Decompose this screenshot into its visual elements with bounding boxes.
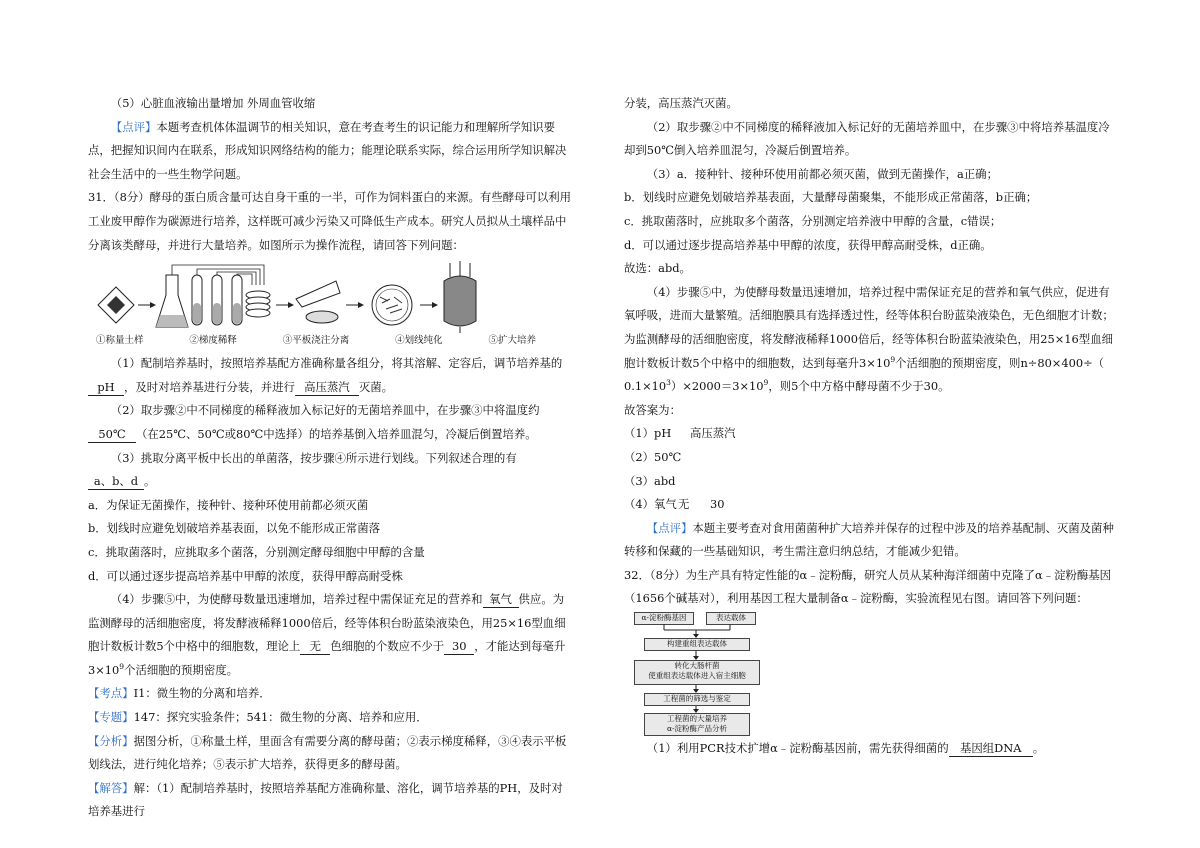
soil-sample-icon [98, 287, 134, 323]
flow-construct-box: 构建重组表达载体 [644, 638, 750, 651]
comment-tag: 【点评】 [110, 119, 157, 134]
question-32-intro: 32．（8分）为生产具有特定性能的α﹣淀粉酶，研究人员从某种海洋细菌中克隆了α﹣淀粉酶基因（1656个碱基对），利用基因工程大量制备α﹣淀粉酶，实验流程见右图。请回答下列问题： [624, 567, 1112, 606]
left-column [88, 92, 572, 824]
q31-4-blank-1: 氧气 [483, 592, 519, 608]
q31-3-blank: a、b、d [88, 474, 144, 490]
option-c: c．挑取菌落时，应挑取多个菌落，分别测定酵母细胞中甲醇的含量 [88, 544, 425, 559]
option-d: d．可以通过逐步提高培养基中甲醇的浓度，获得甲醇高耐受株 [88, 568, 403, 583]
knowledge-tag: 【考点】 [88, 686, 134, 701]
flow-transform-box: 转化大肠杆菌 使重组表达载体进入宿主细胞 [634, 660, 760, 685]
solution-cont-8: （4）步骤⑤中，为使酵母数量迅速增加，培养过程中需保证充足的营养和氧气供应，促进有氧呼吸，进而大量繁殖。活细胞膜具有选择透过性，经等体积台盼蓝染液染色，无色细胞才计数；为监测酵母的活细胞密度，将发酵液稀释1000倍后，经等体积台盼蓝染液染色，用25×16型血细胞计数板计数5个中格中的细胞数，达到每毫升$3\times 10^9$个活细胞的预期密度，则n÷80×400÷（ $0.1\times 10^3)\times 2000=3\times 10^9$，则5个中方格中酵母菌不少于30。 [624, 284, 1114, 394]
answer-line-5: （5）心脏血液输出量增加 外周血管收缩 [110, 96, 316, 110]
solution-tag: 【解答】 [88, 780, 134, 795]
flow-screen-box: 工程菌的筛选与鉴定 [644, 693, 750, 706]
step-label-3: ③平板浇注分离 [282, 335, 350, 347]
analysis: 【分析】据图分析，①称量土样，里面含有需要分离的酵母菌；②表示梯度稀释，③④表示平板划线法，进行纯化培养；⑤表示扩大培养，获得更多的酵母菌。 [88, 733, 567, 772]
solution-cont-4: b．划线时应避免划破培养基表面，大量酵母菌聚集，不能形成正常菌落，b正确； [624, 190, 1038, 205]
right-column [624, 92, 1114, 761]
flow-vector-box: 表达载体 [706, 612, 756, 625]
question-31-intro: 31．（8分）酵母的蛋白质含量可达自身干重的一半，可作为饲料蛋白的来源。有些酵母可以利用工业废甲醇作为碳源进行培养，这样既可减少污染又可降低生产成本。研究人员拟从土壤样品中分离该类酵母，并进行大量培养。如图所示为操作流程，请回答下列问题： [88, 190, 572, 252]
q32-1-blank: 基因组DNA [949, 741, 1033, 757]
streak-plate-icon [372, 285, 412, 325]
knowledge-point: 【考点】I1：微生物的分离和培养． [88, 686, 271, 701]
q31-part3: （3）挑取分离平板中长出的单菌落，按步骤④所示进行划线。下列叙述合理的有a、b、d 。 [88, 447, 572, 494]
answer-4: （4）氧气无 30 [624, 497, 725, 512]
solution-cont-3: （3）a．接种针、接种环使用前都必须灭菌，做到无菌操作，a正确； [646, 166, 998, 181]
flow-culture-box: 工程菌的大量培养 α-淀粉酶产品分析 [644, 713, 750, 736]
flow-gene-box: α-淀粉酶基因 [634, 612, 694, 625]
q32-part1: （1）利用PCR技术扩增α﹣淀粉酶基因前，需先获得细菌的 基因组DNA 。 [646, 741, 1045, 756]
solution-cont-7: 故选：abd。 [624, 261, 691, 276]
plate-stack-icon [246, 291, 270, 317]
solution: 【解答】解：（1）配制培养基时，按照培养基配方准确称量、溶化，调节培养基的PH，及时对培养基进行 [88, 780, 563, 819]
answer-3: （3）abd [624, 473, 676, 488]
option-b: b．划线时应避免划破培养基表面，以免不能形成正常菌落 [88, 521, 381, 536]
procedure-figure [88, 259, 572, 334]
comment-text: 本题考查机体体温调节的相关知识，意在考查考生的识记能力和理解所学知识要点，把握知识间内在联系，形成知识网络结构的能力；能理论联系实际，综合运用所学知识解决社会生活中的一些生物学问题。 [88, 119, 567, 181]
q31-1-blank-2: 高压蒸汽 [295, 380, 359, 396]
test-tubes-icon [192, 275, 242, 325]
step-labels [96, 334, 536, 348]
step-label-4: ④划线纯化 [395, 335, 443, 347]
answer-1: （1）pH 高压蒸汽 [624, 426, 736, 441]
topic-tag: 【专题】 [88, 710, 134, 725]
solution-cont-5: c．挑取菌落时，应挑取多个菌落，分别测定培养液中甲醇的含量，c错误； [624, 213, 1002, 228]
answers-heading: 故答案为： [624, 402, 681, 417]
fermenter-icon [444, 261, 476, 333]
answer-2: （2）50℃ [624, 449, 682, 464]
solution-cont-2: （2）取步骤②中不同梯度的稀释液加入标记好的无菌培养皿中，在步骤③中将培养基温度冷却到50℃倒入培养皿混匀，冷凝后倒置培养。 [624, 119, 1110, 158]
q31-4-blank-3: 30 [444, 639, 474, 655]
comment-31-tag: 【点评】 [646, 520, 693, 535]
topic: 【专题】147：探究实验条件；541：微生物的分离、培养和应用． [88, 710, 428, 725]
q31-2-blank: 50℃ [88, 427, 136, 443]
q31-part1: （1）配制培养基时，按照培养基配方准确称量各组分，将其溶解、定容后，调节培养基的pH ，及时对培养基进行分装，并进行 高压蒸汽 灭菌。 [88, 352, 572, 399]
comment-31: 【点评】本题主要考查对食用菌菌种扩大培养并保存的过程中涉及的培养基配制、灭菌及菌种转移和保藏的一些基础知识，考生需注意归纳总结，才能减少犯错。 [624, 520, 1114, 559]
q31-1-blank-1: pH [88, 380, 124, 396]
option-a: a．为保证无菌操作，接种针、接种环使用前都必须灭菌 [88, 497, 369, 512]
solution-cont-6: d．可以通过逐步提高培养基中甲醇的浓度，获得甲醇高耐受株，d正确。 [624, 237, 992, 252]
flowchart [634, 612, 1114, 734]
q31-4-blank-2: 无 [300, 639, 330, 655]
q31-part4: （4）步骤⑤中，为使酵母数量迅速增加，培养过程中需保证充足的营养和 氧气 供应。为监测酵母的活细胞密度，将发酵液稀释1000倍后，经等体积台盼蓝染液染色，用25×16型血细胞计数板计数5个中格中的细胞数，理论上 无 色细胞的个数应不少于 30 ，才能达到每毫升$3\times 10^9$个活细胞的预期密度。 [88, 592, 566, 677]
pouring-plate-icon [296, 281, 340, 323]
q31-part2: （2）取步骤②中不同梯度的稀释液加入标记好的无菌培养皿中，在步骤③中将温度约50℃ （在25℃、50℃或80℃中选择）的培养基倒入培养皿混匀，冷凝后倒置培养。 [88, 399, 572, 446]
comment-paragraph [88, 116, 572, 187]
analysis-tag: 【分析】 [88, 733, 134, 748]
step-label-1: ①称量土样 [96, 335, 144, 347]
step-label-2: ②梯度稀释 [189, 335, 237, 347]
step-label-5: ⑤扩大培养 [488, 335, 536, 347]
flask-icon [156, 275, 188, 327]
solution-cont-1: 分装，高压蒸汽灭菌。 [624, 96, 738, 110]
procedure-diagram [88, 259, 528, 334]
